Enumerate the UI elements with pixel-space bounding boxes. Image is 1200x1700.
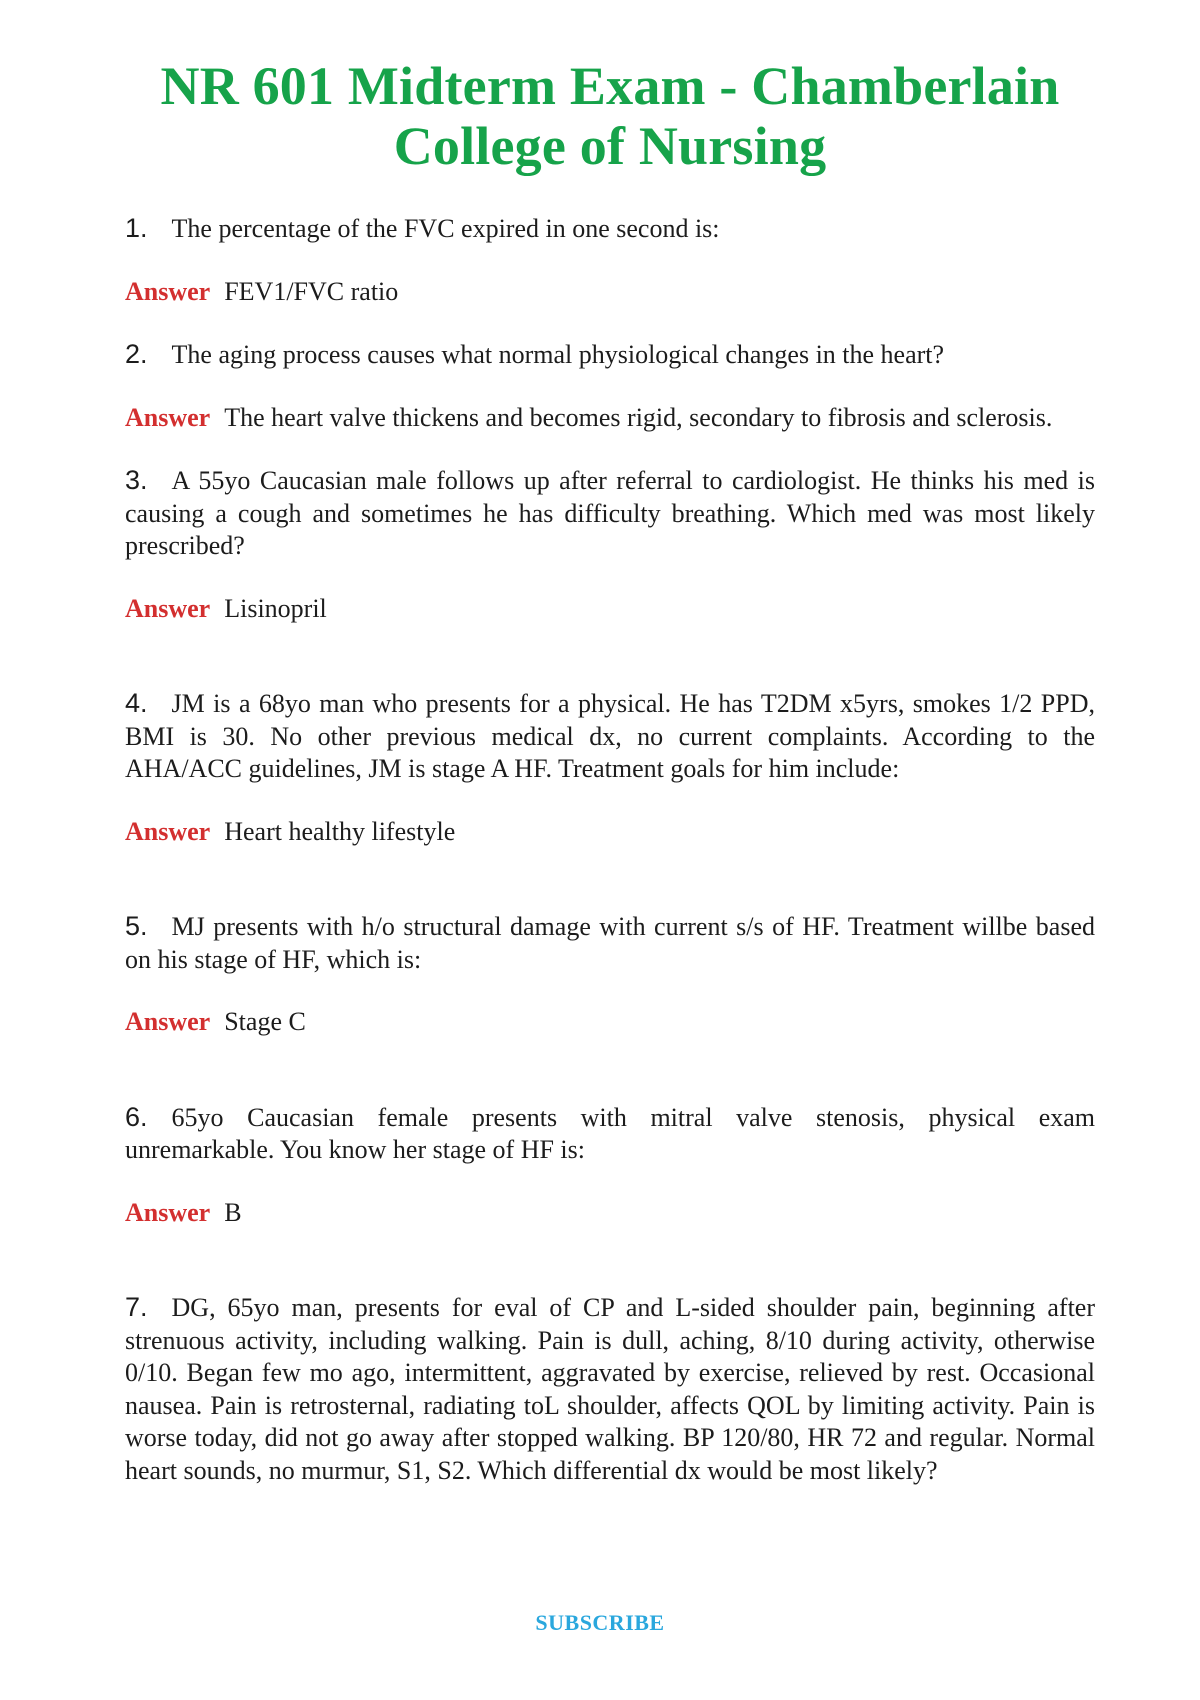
question-text	[125, 464, 1095, 563]
answer-label: Answer	[125, 276, 211, 306]
answer-text: Heart healthy lifestyle	[224, 816, 456, 846]
question-text	[125, 212, 1095, 246]
answer-text: FEV1/FVC ratio	[224, 276, 399, 306]
document-page	[125, 0, 1095, 1517]
answer-row	[125, 402, 1095, 435]
question-item-5	[125, 910, 1095, 1039]
answer-row	[125, 593, 1095, 626]
answer-row	[125, 1197, 1095, 1230]
title-line-1: NR 601 Midterm Exam - Chamberlain	[160, 56, 1060, 116]
answer-label: Answer	[125, 593, 211, 623]
document-title	[125, 56, 1095, 176]
answer-text: B	[224, 1197, 242, 1227]
question-text	[125, 338, 1095, 372]
question-body: The aging process causes what normal physiological changes in the heart?	[171, 340, 945, 369]
question-number: 1.	[125, 213, 148, 243]
answer-text: Lisinopril	[224, 593, 327, 623]
question-body: A 55yo Caucasian male follows up after referral to cardiologist. He thinks his med is causing a cough and sometimes he has difficulty breathing. Which med was most likely prescribed?	[125, 466, 1095, 560]
question-number: 7.	[125, 1292, 148, 1322]
question-number: 2.	[125, 339, 148, 369]
answer-row	[125, 276, 1095, 309]
answer-label: Answer	[125, 816, 211, 846]
answer-row	[125, 1006, 1095, 1039]
question-body: DG, 65yo man, presents for eval of CP and L-sided shoulder pain, beginning after strenuous activity, including walking. Pain is dull, aching, 8/10 during activity, otherwise 0/10. Began few mo ago, intermittent, aggravated by exercise, relieved by rest. Occasional nausea. Pain is retrosternal, radiating toL shoulder, affects QOL by limiting activity. Pain is worse today, did not go away after stopped walking. BP 120/80, HR 72 and regular. Normal heart sounds, no murmur, S1, S2. Which differential dx would be most likely?	[125, 1293, 1095, 1485]
question-item-4	[125, 687, 1095, 848]
question-item-1	[125, 212, 1095, 308]
answer-label: Answer	[125, 402, 211, 432]
question-list	[125, 212, 1095, 1487]
question-number: 6.	[125, 1101, 148, 1132]
question-item-6	[125, 1101, 1095, 1230]
question-text	[125, 687, 1095, 786]
question-text	[125, 1101, 1095, 1167]
question-number: 3.	[125, 465, 148, 495]
answer-label: Answer	[125, 1007, 211, 1036]
question-body: JM is a 68yo man who presents for a physical. He has T2DM x5yrs, smokes 1/2 PPD, BMI is 30. No other previous medical dx, no current complaints. According to the AHA/ACC guidelines, JM is stage A HF. Treatment goals for him include:	[125, 689, 1095, 783]
answer-row	[125, 816, 1095, 849]
question-body: 65yo Caucasian female presents with mitral valve stenosis, physical exam unremarkable. You know her stage of HF is:	[125, 1102, 1095, 1164]
question-text	[125, 1291, 1095, 1487]
question-number: 4.	[125, 688, 148, 718]
question-number: 5.	[125, 911, 148, 941]
answer-label: Answer	[125, 1197, 211, 1227]
question-text	[125, 910, 1095, 976]
question-item-2	[125, 338, 1095, 434]
question-item-3	[125, 464, 1095, 625]
question-body: The percentage of the FVC expired in one second is:	[171, 214, 720, 243]
answer-text: Stage C	[224, 1007, 306, 1036]
answer-text: The heart valve thickens and becomes rigid, secondary to fibrosis and sclerosis.	[224, 402, 1053, 432]
question-item-7	[125, 1291, 1095, 1487]
question-body: MJ presents with h/o structural damage with current s/s of HF. Treatment willbe based on his stage of HF, which is:	[125, 912, 1095, 974]
title-line-2: College of Nursing	[393, 116, 827, 176]
subscribe-link[interactable]: SUBSCRIBE	[535, 1610, 665, 1635]
